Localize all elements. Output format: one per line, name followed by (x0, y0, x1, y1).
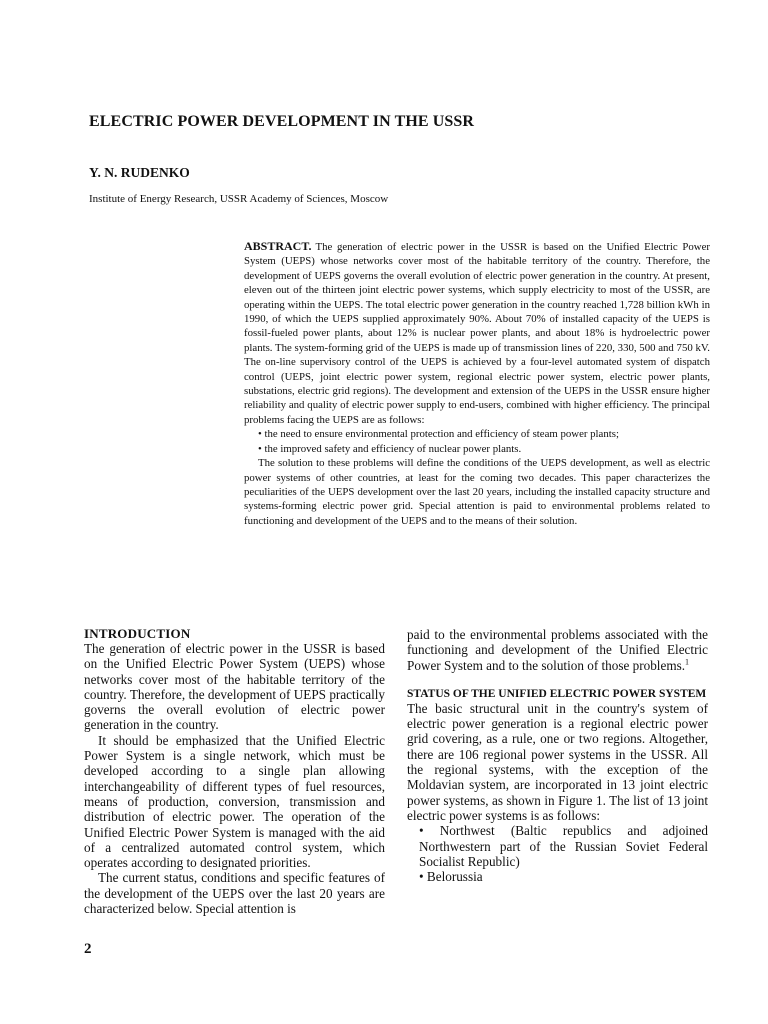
intro-paragraph-2: It should be emphasized that the Unified Electric Power System is a single network, which must be developed according to a single plan allowing interchangeability of different types of fuel resources, means of production, conversion, transmission and distribution of electric power. The operation of the Unified Electric Power System is managed with the aid of a centralized automated control system, which operates according to designated priorities. (84, 732, 385, 871)
author-affiliation: Institute of Energy Research, USSR Academy of Sciences, Moscow (89, 193, 389, 205)
page-number: 2 (84, 941, 92, 957)
left-column (84, 627, 385, 916)
intro-paragraph-3-continued (407, 627, 708, 673)
intro-paragraph-1: The generation of electric power in the USSR is based on the Unified Electric Power System (UEPS) whose networks cover most of the habitable territory of the country. Therefore, the development of UEPS practically governs the overall evolution of electric power generation in the country. (84, 641, 385, 733)
intro-paragraph-3-text: paid to the environmental problems associated with the functioning and development of the Unified Electric Power System and to the solution of those problems. (407, 627, 708, 673)
abstract-bullet: • the improved safety and efficiency of nuclear power plants. (258, 442, 522, 455)
status-paragraph-1: The basic structural unit in the country's system of electric power generation is a regional electric power grid covering, as a rule, one or two regions. Altogether, there are 106 regional power systems in the USSR. All the regional systems, with the exception of the Moldavian system, are incorporated in 13 joint electric power systems, as shown in Figure 1. The list of 13 joint electric power systems is as follows: (407, 700, 708, 823)
list-item: • Northwest (Baltic republics and adjoined Northwestern part of the Russian Soviet Federal Socialist Republic) (419, 823, 708, 869)
section-heading-status: STATUS OF THE UNIFIED ELECTRIC POWER SYSTEM (407, 687, 707, 700)
abstract-block (244, 239, 710, 528)
list-item: • Belorussia (419, 869, 483, 885)
footnote-marker: 1 (685, 657, 690, 667)
intro-paragraph-3: The current status, conditions and specific features of the development of the UEPS over the last 20 years are characterized below. Special attention is (84, 870, 385, 917)
abstract-body: The generation of electric power in the USSR is based on the Unified Electric Power System (UEPS) whose networks cover most of the habitable territory of the country. Therefore, the development of UEPS governs the overall evolution of electric power generation in the country. At present, eleven out of the thirteen joint electric power systems, which supply electricity to most of the USSR, are operating within the UEPS. The total electric power generation in the country reached 1,728 billion kWh in 1990, of which the UEPS supplied approximately 90%. About 70% of installed capacity of the UEPS is fossil-fueled power plants, about 12% is nuclear power plants, and about 18% is hydroelectric power plants. The system-forming grid of the UEPS is made up of transmission lines of 220, 330, 500 and 750 kV. The on-line supervisory control of the UEPS is achieved by a four-level automated system of dispatch control (UEPS, joint electric power system, regional electric power system, electric power plants, substations, electric grid regions). The development and extension of the UEPS in the USSR ensure higher reliability and quality of electric power supply to end-users, combined with higher efficiency. The principal problems facing the UEPS are as follows: (244, 241, 710, 426)
abstract-label: ABSTRACT. (244, 239, 312, 253)
section-heading-introduction: INTRODUCTION (84, 626, 191, 641)
abstract-bullet-list (244, 427, 710, 456)
paper-title: ELECTRIC POWER DEVELOPMENT IN THE USSR (89, 113, 475, 130)
abstract-bullet: • the need to ensure environmental protection and efficiency of steam power plants; (258, 428, 619, 441)
abstract-paragraph (244, 239, 710, 427)
author-name: Y. N. RUDENKO (89, 165, 190, 180)
right-column (407, 627, 708, 884)
joint-systems-list (407, 823, 708, 884)
abstract-closing: The solution to these problems will define the conditions of the UEPS development, as well as electric power systems of other countries, at least for the coming two decades. This paper characterizes the peculiarities of the UEPS development over the last 20 years, including the installed capacity structure and systems-forming electric power grid. Special attention is paid to environmental problems related to functioning and development of the UEPS and to the means of their solution. (244, 457, 710, 527)
